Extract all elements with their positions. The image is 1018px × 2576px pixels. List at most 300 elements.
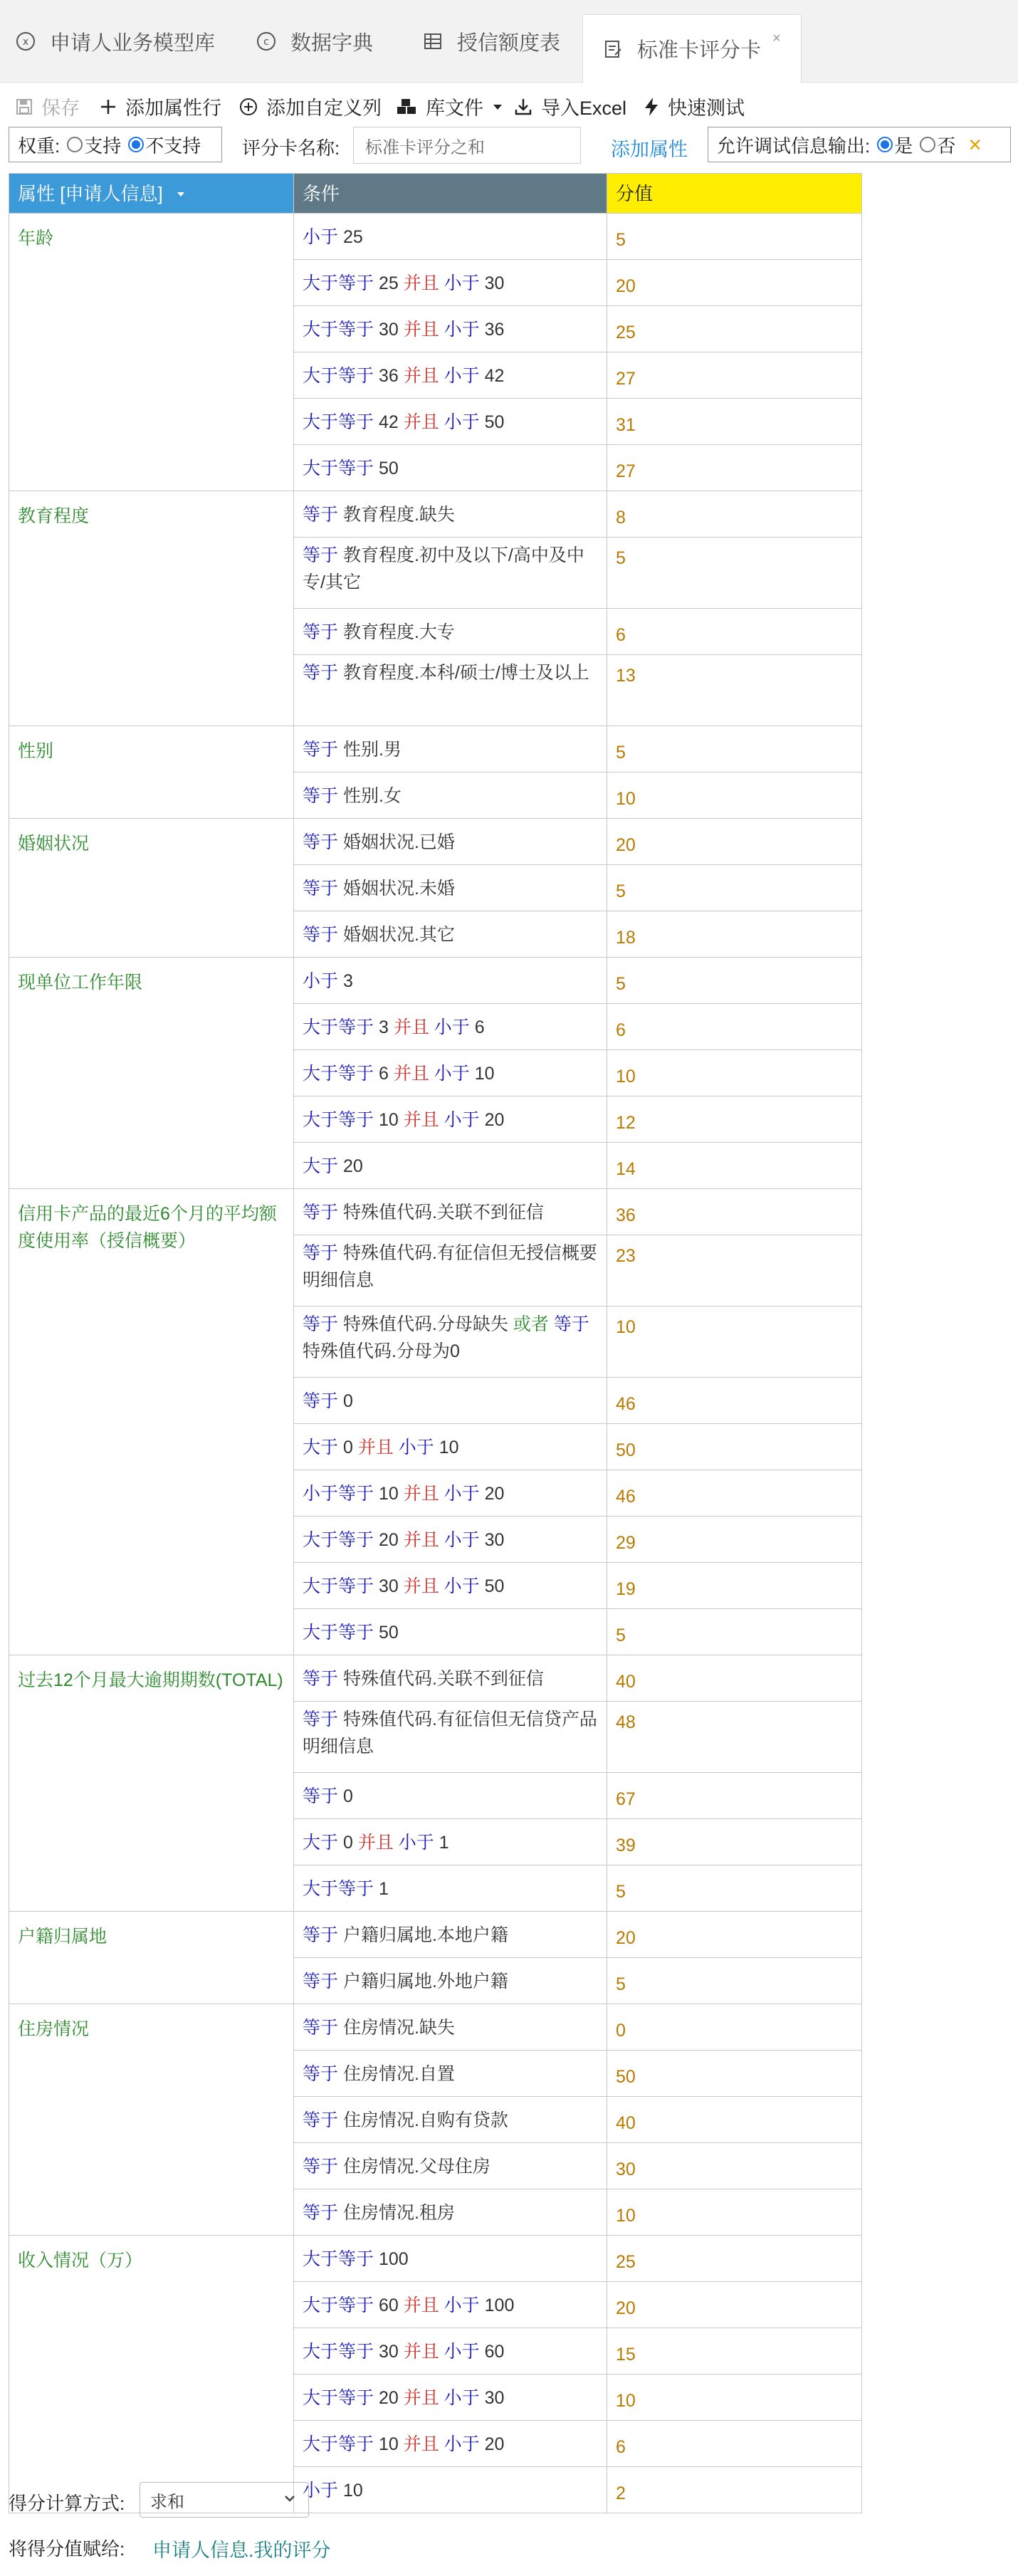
condition-op: 等于 bbox=[303, 740, 339, 760]
condition-val: 25 bbox=[374, 273, 404, 293]
condition-op: 等于 bbox=[303, 879, 339, 899]
condition-op: 大于 bbox=[303, 1156, 339, 1176]
condition-op: 等于 bbox=[303, 1972, 339, 1991]
condition-cell[interactable] bbox=[294, 1050, 607, 1096]
condition-val: 20 bbox=[479, 1484, 505, 1504]
condition-or: 或者 bbox=[513, 1314, 549, 1334]
score-cell[interactable]: 5 bbox=[607, 1609, 862, 1655]
condition-cell[interactable] bbox=[294, 2421, 607, 2467]
condition-val: 住房情况.自购有贷款 bbox=[338, 2110, 508, 2130]
condition-op: 等于 bbox=[303, 786, 339, 806]
attribute-cell[interactable]: 户籍归属地 bbox=[9, 1912, 294, 2004]
score-cell[interactable]: 2 bbox=[607, 2467, 862, 2513]
condition-header: 条件 bbox=[294, 174, 607, 214]
condition-op: 小于 bbox=[439, 2388, 480, 2408]
condition-val: 住房情况.自置 bbox=[338, 2064, 455, 2084]
close-tab-icon[interactable]: × bbox=[772, 31, 781, 46]
condition-cell[interactable] bbox=[294, 2282, 607, 2328]
condition-op: 小于 bbox=[439, 1484, 480, 1504]
table-row bbox=[9, 958, 862, 1004]
condition-cell[interactable] bbox=[294, 260, 607, 306]
condition-op: 大于等于 bbox=[303, 1576, 374, 1596]
caret-down-icon bbox=[175, 189, 187, 200]
score-cell[interactable]: 8 bbox=[607, 491, 862, 538]
condition-val: 50 bbox=[374, 1623, 399, 1643]
debug-yes-radio[interactable] bbox=[877, 137, 893, 152]
score-cell[interactable]: 20 bbox=[607, 1912, 862, 1958]
condition-cell[interactable] bbox=[294, 726, 607, 773]
condition-cell[interactable] bbox=[294, 445, 607, 491]
score-cell[interactable]: 46 bbox=[607, 1470, 862, 1517]
condition-val: 教育程度.本科/硕士/博士及以上 bbox=[338, 663, 589, 683]
condition-cell[interactable] bbox=[294, 773, 607, 819]
condition-cell[interactable] bbox=[294, 1702, 607, 1773]
score-cell[interactable]: 10 bbox=[607, 2375, 862, 2421]
condition-val: 婚姻状况.未婚 bbox=[338, 879, 455, 899]
condition-op: 大于等于 bbox=[303, 2295, 374, 2315]
condition-val: 特殊值代码.关联不到征信 bbox=[338, 1203, 544, 1222]
condition-cell[interactable] bbox=[294, 1189, 607, 1235]
condition-op: 小于 bbox=[303, 2481, 339, 2501]
condition-val: 住房情况.租房 bbox=[338, 2203, 455, 2223]
library-file-dropdown[interactable]: 库文件 bbox=[396, 93, 513, 120]
condition-op: 大于 bbox=[303, 1833, 339, 1853]
condition-val: 性别.男 bbox=[338, 740, 402, 760]
condition-val: 住房情况.缺失 bbox=[338, 2018, 455, 2038]
scorecard-name-label: 评分卡名称: bbox=[242, 137, 340, 159]
score-cell[interactable]: 39 bbox=[607, 1819, 862, 1865]
score-cell[interactable]: 20 bbox=[607, 2282, 862, 2328]
condition-cell[interactable] bbox=[294, 1424, 607, 1470]
condition-op: 小于 bbox=[439, 320, 480, 340]
table-icon bbox=[423, 31, 443, 51]
condition-val: 住房情况.父母住房 bbox=[338, 2157, 490, 2177]
score-cell[interactable]: 5 bbox=[607, 958, 862, 1004]
condition-op: 等于 bbox=[303, 545, 339, 565]
score-cell[interactable]: 6 bbox=[607, 609, 862, 655]
condition-conn: 并且 bbox=[403, 2295, 439, 2315]
table-row bbox=[9, 819, 862, 865]
condition-conn: 并且 bbox=[357, 1833, 394, 1853]
condition-val: 30 bbox=[479, 2388, 505, 2408]
condition-op: 大于等于 bbox=[303, 2434, 374, 2454]
condition-op: 小于 bbox=[303, 227, 339, 247]
chevron-down-icon bbox=[281, 2490, 298, 2507]
condition-val: 20 bbox=[374, 2388, 404, 2408]
condition-op: 小于 bbox=[303, 971, 339, 991]
condition-val: 50 bbox=[479, 1576, 505, 1596]
condition-val: 6 bbox=[469, 1017, 485, 1037]
condition-op: 等于 bbox=[303, 2018, 339, 2038]
table-row bbox=[9, 2004, 862, 2051]
condition-val: 60 bbox=[374, 2295, 404, 2315]
condition-val: 20 bbox=[338, 1156, 363, 1176]
score-cell[interactable]: 25 bbox=[607, 2236, 862, 2282]
score-cell[interactable]: 5 bbox=[607, 726, 862, 773]
attribute-cell[interactable]: 年龄 bbox=[9, 214, 294, 491]
condition-cell[interactable] bbox=[294, 2328, 607, 2375]
condition-val: 6 bbox=[374, 1064, 394, 1084]
score-cell[interactable]: 6 bbox=[607, 1004, 862, 1050]
condition-val: 25 bbox=[338, 227, 363, 247]
attribute-cell[interactable]: 现单位工作年限 bbox=[9, 958, 294, 1189]
tab-standard-scorecard[interactable] bbox=[582, 14, 802, 83]
table-row bbox=[9, 1912, 862, 1958]
quick-test-button[interactable]: 快速测试 bbox=[644, 93, 745, 120]
condition-op: 等于 bbox=[303, 925, 339, 945]
condition-val: 0 bbox=[338, 1391, 353, 1411]
condition-cell[interactable] bbox=[294, 214, 607, 260]
score-cell[interactable]: 20 bbox=[607, 260, 862, 306]
condition-val: 20 bbox=[479, 2434, 505, 2454]
score-cell[interactable]: 10 bbox=[607, 1050, 862, 1096]
condition-cell[interactable] bbox=[294, 2236, 607, 2282]
condition-val: 婚姻状况.已婚 bbox=[338, 832, 455, 852]
condition-val: 50 bbox=[479, 412, 505, 432]
score-header: 分值 bbox=[607, 174, 862, 214]
condition-conn: 并且 bbox=[393, 1064, 429, 1084]
condition-cell[interactable] bbox=[294, 1143, 607, 1189]
score-cell[interactable]: 50 bbox=[607, 1424, 862, 1470]
condition-op: 等于 bbox=[303, 2203, 339, 2223]
condition-val: 20 bbox=[479, 1110, 505, 1130]
table-row bbox=[9, 214, 862, 260]
table-row bbox=[9, 491, 862, 538]
condition-cell[interactable] bbox=[294, 1819, 607, 1865]
condition-cell[interactable] bbox=[294, 911, 607, 958]
condition-op: 等于 bbox=[303, 1925, 339, 1945]
table-row bbox=[9, 1655, 862, 1702]
save-button[interactable]: 保存 bbox=[16, 93, 80, 120]
condition-val: 特殊值代码.关联不到征信 bbox=[338, 1669, 544, 1689]
score-cell[interactable]: 20 bbox=[607, 819, 862, 865]
condition-val: 42 bbox=[479, 366, 505, 386]
condition-cell[interactable] bbox=[294, 1235, 607, 1307]
condition-cell[interactable] bbox=[294, 655, 607, 726]
condition-val: 教育程度.初中及以下/高中及中专/其它 bbox=[303, 545, 584, 592]
add-attribute-row-button[interactable]: 添加属性行 bbox=[100, 93, 221, 120]
score-calc-select[interactable]: 求和 bbox=[140, 2482, 309, 2518]
condition-cell[interactable] bbox=[294, 1563, 607, 1609]
condition-val: 10 bbox=[469, 1064, 495, 1084]
condition-op: 小于 bbox=[439, 2342, 480, 2362]
weight-setting: 权重: 支持 不支持 bbox=[9, 127, 222, 162]
score-cell[interactable]: 31 bbox=[607, 399, 862, 445]
condition-val: 教育程度.缺失 bbox=[338, 505, 455, 525]
condition-op: 大于等于 bbox=[303, 1623, 374, 1643]
score-cell[interactable]: 23 bbox=[607, 1235, 862, 1307]
condition-op: 小于 bbox=[439, 1530, 480, 1550]
condition-cell[interactable] bbox=[294, 2051, 607, 2097]
condition-op: 小于 bbox=[393, 1438, 434, 1457]
score-cell[interactable]: 18 bbox=[607, 911, 862, 958]
condition-val: 50 bbox=[374, 459, 399, 478]
condition-op: 大于等于 bbox=[303, 366, 374, 386]
condition-op: 小于 bbox=[439, 412, 480, 432]
condition-cell[interactable] bbox=[294, 1958, 607, 2004]
condition-val: 特殊值代码.分母缺失 bbox=[338, 1314, 513, 1334]
condition-cell[interactable] bbox=[294, 306, 607, 352]
condition-op: 大于等于 bbox=[303, 2342, 374, 2362]
condition-conn: 并且 bbox=[393, 1017, 429, 1037]
condition-conn: 并且 bbox=[357, 1438, 394, 1457]
attribute-cell[interactable]: 性别 bbox=[9, 726, 294, 819]
condition-val: 30 bbox=[374, 2342, 404, 2362]
condition-conn: 并且 bbox=[403, 1484, 439, 1504]
condition-op: 小于 bbox=[439, 1576, 480, 1596]
table-row bbox=[9, 2236, 862, 2282]
condition-op: 大于等于 bbox=[303, 2249, 374, 2269]
download-icon bbox=[514, 98, 532, 116]
score-cell[interactable]: 0 bbox=[607, 2004, 862, 2051]
condition-op: 小于 bbox=[439, 2434, 480, 2454]
condition-op: 等于 bbox=[303, 663, 339, 683]
condition-op: 等于 bbox=[303, 1391, 339, 1411]
attribute-cell[interactable]: 过去12个月最大逾期期数(TOTAL) bbox=[9, 1655, 294, 1912]
condition-val: 20 bbox=[374, 1530, 404, 1550]
score-cell[interactable]: 27 bbox=[607, 352, 862, 399]
condition-op: 小于 bbox=[439, 1110, 480, 1130]
condition-cell[interactable] bbox=[294, 491, 607, 538]
assign-score-label: 将得分值赋给: bbox=[9, 2538, 125, 2560]
save-icon bbox=[16, 98, 33, 115]
condition-val: 3 bbox=[338, 971, 353, 991]
condition-cell[interactable] bbox=[294, 2375, 607, 2421]
attribute-cell[interactable]: 信用卡产品的最近6个月的平均额度使用率（授信概要） bbox=[9, 1189, 294, 1655]
weight-support-radio[interactable] bbox=[67, 137, 83, 152]
close-icon[interactable]: × bbox=[968, 131, 982, 157]
condition-op: 等于 bbox=[303, 2110, 339, 2130]
condition-conn: 并且 bbox=[403, 1530, 439, 1550]
condition-val: 100 bbox=[374, 2249, 409, 2269]
import-excel-button[interactable]: 导入Excel bbox=[514, 93, 626, 120]
plus-icon bbox=[100, 98, 117, 115]
condition-val: 10 bbox=[338, 2481, 363, 2501]
attribute-cell[interactable]: 教育程度 bbox=[9, 491, 294, 726]
condition-val: 0 bbox=[338, 1438, 358, 1457]
score-cell[interactable]: 5 bbox=[607, 1865, 862, 1912]
condition-val: 户籍归属地.外地户籍 bbox=[338, 1972, 508, 1991]
condition-val: 3 bbox=[374, 1017, 394, 1037]
condition-cell[interactable] bbox=[294, 399, 607, 445]
condition-op: 等于 bbox=[303, 1243, 339, 1263]
tab-applicant-model[interactable] bbox=[16, 17, 215, 66]
condition-val: 特殊值代码.有征信但无授信概要明细信息 bbox=[303, 1243, 597, 1290]
cubes-icon bbox=[396, 98, 417, 115]
condition-val: 10 bbox=[374, 1484, 404, 1504]
attribute-cell[interactable]: 收入情况（万） bbox=[9, 2236, 294, 2513]
add-attribute-link[interactable]: 添加属性 bbox=[611, 139, 688, 160]
scorecard-table bbox=[9, 173, 862, 2513]
condition-cell[interactable] bbox=[294, 819, 607, 865]
condition-cell[interactable] bbox=[294, 1865, 607, 1912]
condition-op: 等于 bbox=[303, 622, 339, 642]
score-cell[interactable]: 19 bbox=[607, 1563, 862, 1609]
score-cell[interactable]: 30 bbox=[607, 2143, 862, 2189]
condition-conn: 并且 bbox=[403, 366, 439, 386]
score-cell[interactable]: 5 bbox=[607, 865, 862, 911]
score-cell[interactable]: 15 bbox=[607, 2328, 862, 2375]
condition-cell[interactable] bbox=[294, 1470, 607, 1517]
condition-op: 等于 bbox=[303, 1314, 339, 1334]
score-cell[interactable]: 50 bbox=[607, 2051, 862, 2097]
condition-cell[interactable] bbox=[294, 1307, 607, 1378]
condition-val: 教育程度.大专 bbox=[338, 622, 455, 642]
condition-cell[interactable] bbox=[294, 865, 607, 911]
condition-op: 小于 bbox=[439, 2295, 480, 2315]
condition-op: 等于 bbox=[303, 1669, 339, 1689]
score-cell[interactable]: 48 bbox=[607, 1702, 862, 1773]
caret-down-icon bbox=[490, 100, 505, 114]
condition-op: 等于 bbox=[303, 1710, 339, 1729]
assign-score-target[interactable]: 申请人信息.我的评分 bbox=[152, 2540, 331, 2561]
condition-op: 大于等于 bbox=[303, 273, 374, 293]
scorecard-name-input[interactable]: 标准卡评分之和 bbox=[353, 127, 581, 164]
tab-credit-limit-table[interactable] bbox=[423, 17, 560, 66]
condition-cell[interactable] bbox=[294, 2097, 607, 2143]
condition-cell[interactable] bbox=[294, 1378, 607, 1424]
score-cell[interactable]: 40 bbox=[607, 2097, 862, 2143]
score-cell[interactable]: 5 bbox=[607, 1958, 862, 2004]
condition-cell[interactable] bbox=[294, 2004, 607, 2051]
score-cell[interactable]: 12 bbox=[607, 1096, 862, 1143]
condition-op: 大于等于 bbox=[303, 1110, 374, 1130]
condition-cell[interactable] bbox=[294, 609, 607, 655]
attribute-cell[interactable]: 婚姻状况 bbox=[9, 819, 294, 958]
condition-val: 0 bbox=[338, 1833, 358, 1853]
condition-op: 大于等于 bbox=[303, 412, 374, 432]
condition-op: 大于等于 bbox=[303, 320, 374, 340]
add-custom-column-button[interactable]: 添加自定义列 bbox=[239, 93, 382, 120]
score-cell[interactable]: 14 bbox=[607, 1143, 862, 1189]
score-cell[interactable]: 25 bbox=[607, 306, 862, 352]
score-cell[interactable]: 10 bbox=[607, 1307, 862, 1378]
condition-val: 30 bbox=[374, 1576, 404, 1596]
score-cell[interactable]: 29 bbox=[607, 1517, 862, 1563]
condition-op: 大于等于 bbox=[303, 1530, 374, 1550]
condition-op: 等于 bbox=[548, 1314, 589, 1334]
debug-no-radio[interactable] bbox=[920, 137, 935, 152]
condition-cell[interactable] bbox=[294, 1655, 607, 1702]
condition-conn: 并且 bbox=[403, 1576, 439, 1596]
condition-conn: 并且 bbox=[403, 1110, 439, 1130]
condition-val: 1 bbox=[374, 1879, 389, 1899]
condition-val: 30 bbox=[479, 1530, 505, 1550]
condition-cell[interactable] bbox=[294, 352, 607, 399]
condition-cell[interactable] bbox=[294, 1096, 607, 1143]
condition-val: 100 bbox=[479, 2295, 515, 2315]
condition-op: 大于 bbox=[303, 1438, 339, 1457]
condition-cell[interactable] bbox=[294, 1517, 607, 1563]
debug-output-setting: 允许调试信息输出: 是 否 × bbox=[708, 127, 1011, 162]
score-cell[interactable]: 10 bbox=[607, 2189, 862, 2236]
score-cell[interactable]: 67 bbox=[607, 1773, 862, 1819]
score-cell[interactable]: 5 bbox=[607, 214, 862, 260]
condition-cell[interactable] bbox=[294, 1912, 607, 1958]
bolt-icon bbox=[644, 97, 659, 117]
tab-label: 申请人业务模型库 bbox=[50, 31, 216, 55]
condition-conn: 并且 bbox=[403, 273, 439, 293]
svg-text:x: x bbox=[22, 36, 29, 48]
score-calc-label: 得分计算方式: bbox=[9, 2493, 125, 2514]
attribute-header[interactable]: 属性 [申请人信息] bbox=[9, 174, 294, 214]
condition-op: 小于等于 bbox=[303, 1484, 374, 1504]
condition-val: 10 bbox=[374, 1110, 404, 1130]
score-cell[interactable]: 6 bbox=[607, 2421, 862, 2467]
score-cell[interactable]: 27 bbox=[607, 445, 862, 491]
toolbar bbox=[0, 83, 1018, 125]
condition-val: 婚姻状况.其它 bbox=[338, 925, 455, 945]
condition-op: 等于 bbox=[303, 2064, 339, 2084]
tab-bar bbox=[0, 0, 1018, 83]
condition-op: 等于 bbox=[303, 505, 339, 525]
table-row bbox=[9, 726, 862, 773]
condition-val: 10 bbox=[374, 2434, 404, 2454]
score-cell[interactable]: 13 bbox=[607, 655, 862, 726]
tab-data-dictionary[interactable] bbox=[256, 17, 373, 66]
svg-text:c: c bbox=[263, 36, 269, 48]
constant-icon bbox=[256, 31, 276, 51]
tab-label: 授信额度表 bbox=[457, 31, 561, 55]
condition-cell[interactable] bbox=[294, 538, 607, 609]
table-row bbox=[9, 1189, 862, 1235]
weight-not-support-radio[interactable] bbox=[128, 137, 144, 152]
condition-val: 30 bbox=[479, 273, 505, 293]
condition-op: 等于 bbox=[303, 1203, 339, 1222]
condition-op: 小于 bbox=[439, 273, 480, 293]
condition-val: 户籍归属地.本地户籍 bbox=[338, 1925, 508, 1945]
condition-op: 大于等于 bbox=[303, 459, 374, 478]
condition-conn: 并且 bbox=[403, 2434, 439, 2454]
attribute-cell[interactable]: 住房情况 bbox=[9, 2004, 294, 2236]
condition-cell[interactable] bbox=[294, 2467, 607, 2513]
condition-op: 等于 bbox=[303, 1786, 339, 1806]
condition-cell[interactable] bbox=[294, 2143, 607, 2189]
condition-cell[interactable] bbox=[294, 1773, 607, 1819]
condition-val: 特殊值代码.分母为0 bbox=[303, 1341, 460, 1361]
score-cell[interactable]: 5 bbox=[607, 538, 862, 609]
condition-val: 性别.女 bbox=[338, 786, 402, 806]
condition-cell[interactable] bbox=[294, 2189, 607, 2236]
condition-op: 等于 bbox=[303, 2157, 339, 2177]
condition-val: 60 bbox=[479, 2342, 505, 2362]
score-cell[interactable]: 10 bbox=[607, 773, 862, 819]
score-cell[interactable]: 36 bbox=[607, 1189, 862, 1235]
condition-val: 0 bbox=[338, 1786, 353, 1806]
condition-conn: 并且 bbox=[403, 320, 439, 340]
condition-op: 大于等于 bbox=[303, 1879, 374, 1899]
condition-op: 小于 bbox=[429, 1017, 470, 1037]
tab-label: 标准卡评分卡 bbox=[637, 39, 762, 62]
scorecard-icon bbox=[603, 39, 623, 59]
condition-cell[interactable] bbox=[294, 958, 607, 1004]
condition-cell[interactable] bbox=[294, 1004, 607, 1050]
condition-op: 小于 bbox=[429, 1064, 470, 1084]
tab-label: 数据字典 bbox=[290, 31, 374, 55]
variable-icon bbox=[16, 31, 36, 51]
condition-cell[interactable] bbox=[294, 1609, 607, 1655]
condition-conn: 并且 bbox=[403, 412, 439, 432]
condition-val: 1 bbox=[434, 1833, 449, 1853]
condition-val: 36 bbox=[374, 366, 404, 386]
condition-val: 36 bbox=[479, 320, 505, 340]
condition-val: 10 bbox=[434, 1438, 459, 1457]
score-cell[interactable]: 40 bbox=[607, 1655, 862, 1702]
condition-op: 大于等于 bbox=[303, 1064, 374, 1084]
score-cell[interactable]: 46 bbox=[607, 1378, 862, 1424]
condition-op: 小于 bbox=[393, 1833, 434, 1853]
condition-op: 大于等于 bbox=[303, 1017, 374, 1037]
